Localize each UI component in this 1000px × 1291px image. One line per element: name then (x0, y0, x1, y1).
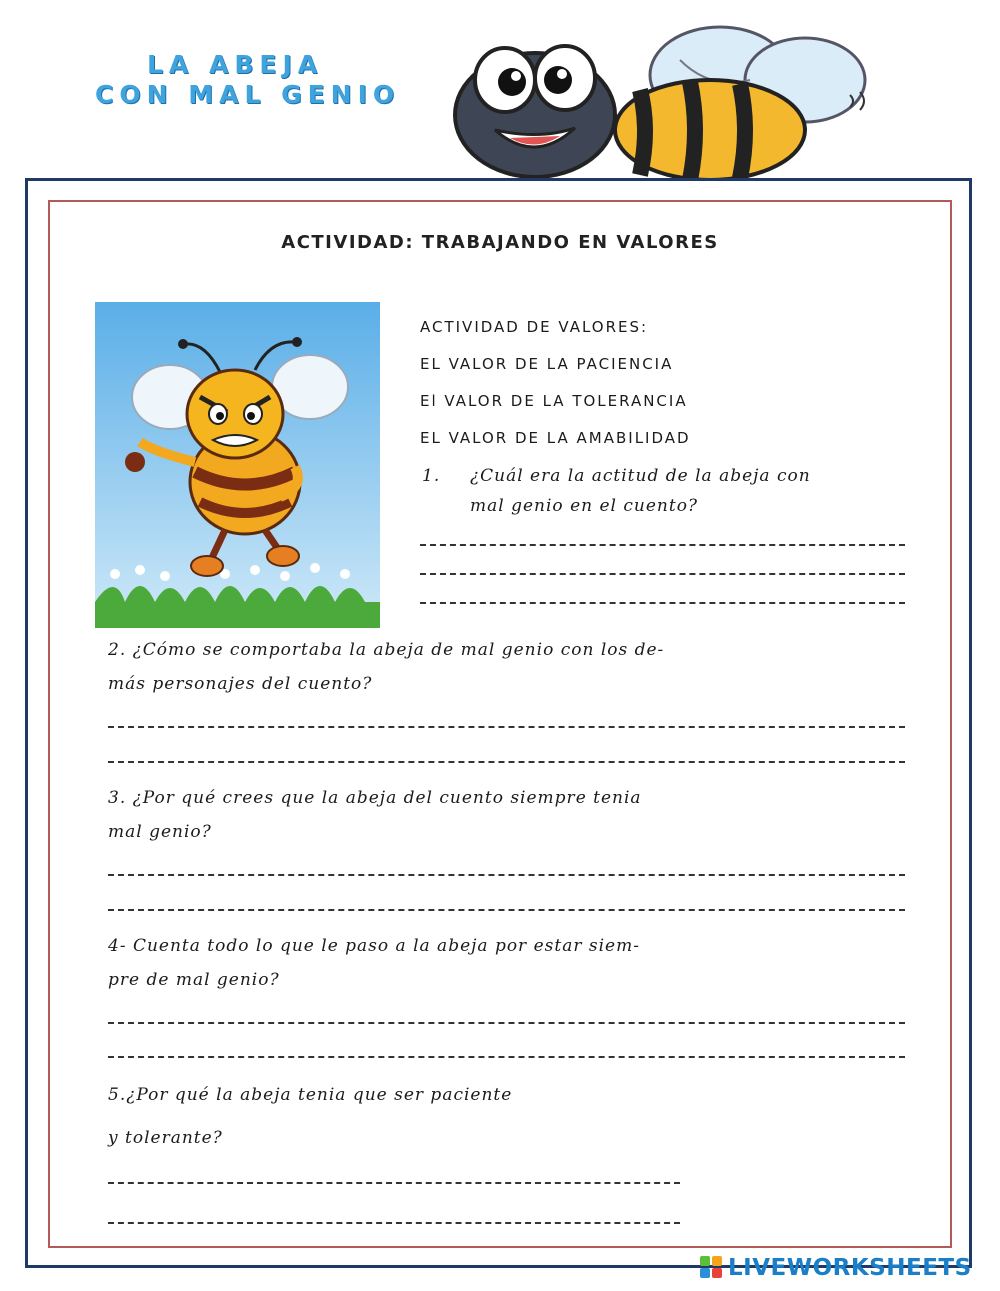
question-1-answer-line-2[interactable] (420, 573, 905, 575)
question-2-answer-line-2[interactable] (108, 761, 905, 763)
title-line-1: LA ABEJA (147, 50, 324, 79)
question-2-line-1: 2. ¿Cómo se comportaba la abeja de mal genio con los de- (108, 640, 665, 660)
activity-title: ACTIVIDAD: TRABAJANDO EN VALORES (281, 232, 719, 253)
values-heading: ACTIVIDAD DE VALORES: (420, 318, 649, 336)
question-4-line-2: pre de mal genio? (108, 970, 280, 990)
question-4-answer-line-1[interactable] (108, 1022, 905, 1024)
value-tolerance: El VALOR DE LA TOLERANCIA (420, 392, 688, 410)
question-4-line-1: 4- Cuenta todo lo que le paso a la abeja por estar siem- (108, 936, 640, 956)
question-5-line-1: 5.¿Por qué la abeja tenia que ser paciente (108, 1085, 513, 1105)
question-5-answer-line-2[interactable] (108, 1222, 680, 1224)
question-5-answer-line-1[interactable] (108, 1182, 680, 1184)
logo-squares-icon (700, 1256, 724, 1280)
value-patience: EL VALOR DE LA PACIENCIA (420, 355, 674, 373)
question-1-number: 1. (422, 466, 441, 486)
question-3-line-1: 3. ¿Por qué crees que la abeja del cuento siempre tenia (108, 788, 642, 808)
title-line-2: CON MAL GENIO (95, 80, 401, 109)
question-1-line-2: mal genio en el cuento? (470, 496, 699, 516)
question-4-answer-line-2[interactable] (108, 1056, 905, 1058)
question-3-line-2: mal genio? (108, 822, 212, 842)
happy-bee-illustration (450, 20, 890, 180)
question-1-answer-line-3[interactable] (420, 602, 905, 604)
question-1-answer-line-1[interactable] (420, 544, 905, 546)
logo-text: LIVEWORKSHEETS (728, 1255, 972, 1281)
question-2-answer-line-1[interactable] (108, 726, 905, 728)
value-kindness: EL VALOR DE LA AMABILIDAD (420, 429, 691, 447)
question-2-line-2: más personajes del cuento? (108, 674, 373, 694)
liveworksheets-logo (700, 1254, 972, 1282)
angry-bee-picture (95, 302, 380, 628)
worksheet-title (95, 50, 455, 110)
question-3-answer-line-1[interactable] (108, 874, 905, 876)
question-3-answer-line-2[interactable] (108, 909, 905, 911)
question-5-line-2: y tolerante? (108, 1128, 223, 1148)
question-1-line-1: ¿Cuál era la actitud de la abeja con (470, 466, 811, 486)
